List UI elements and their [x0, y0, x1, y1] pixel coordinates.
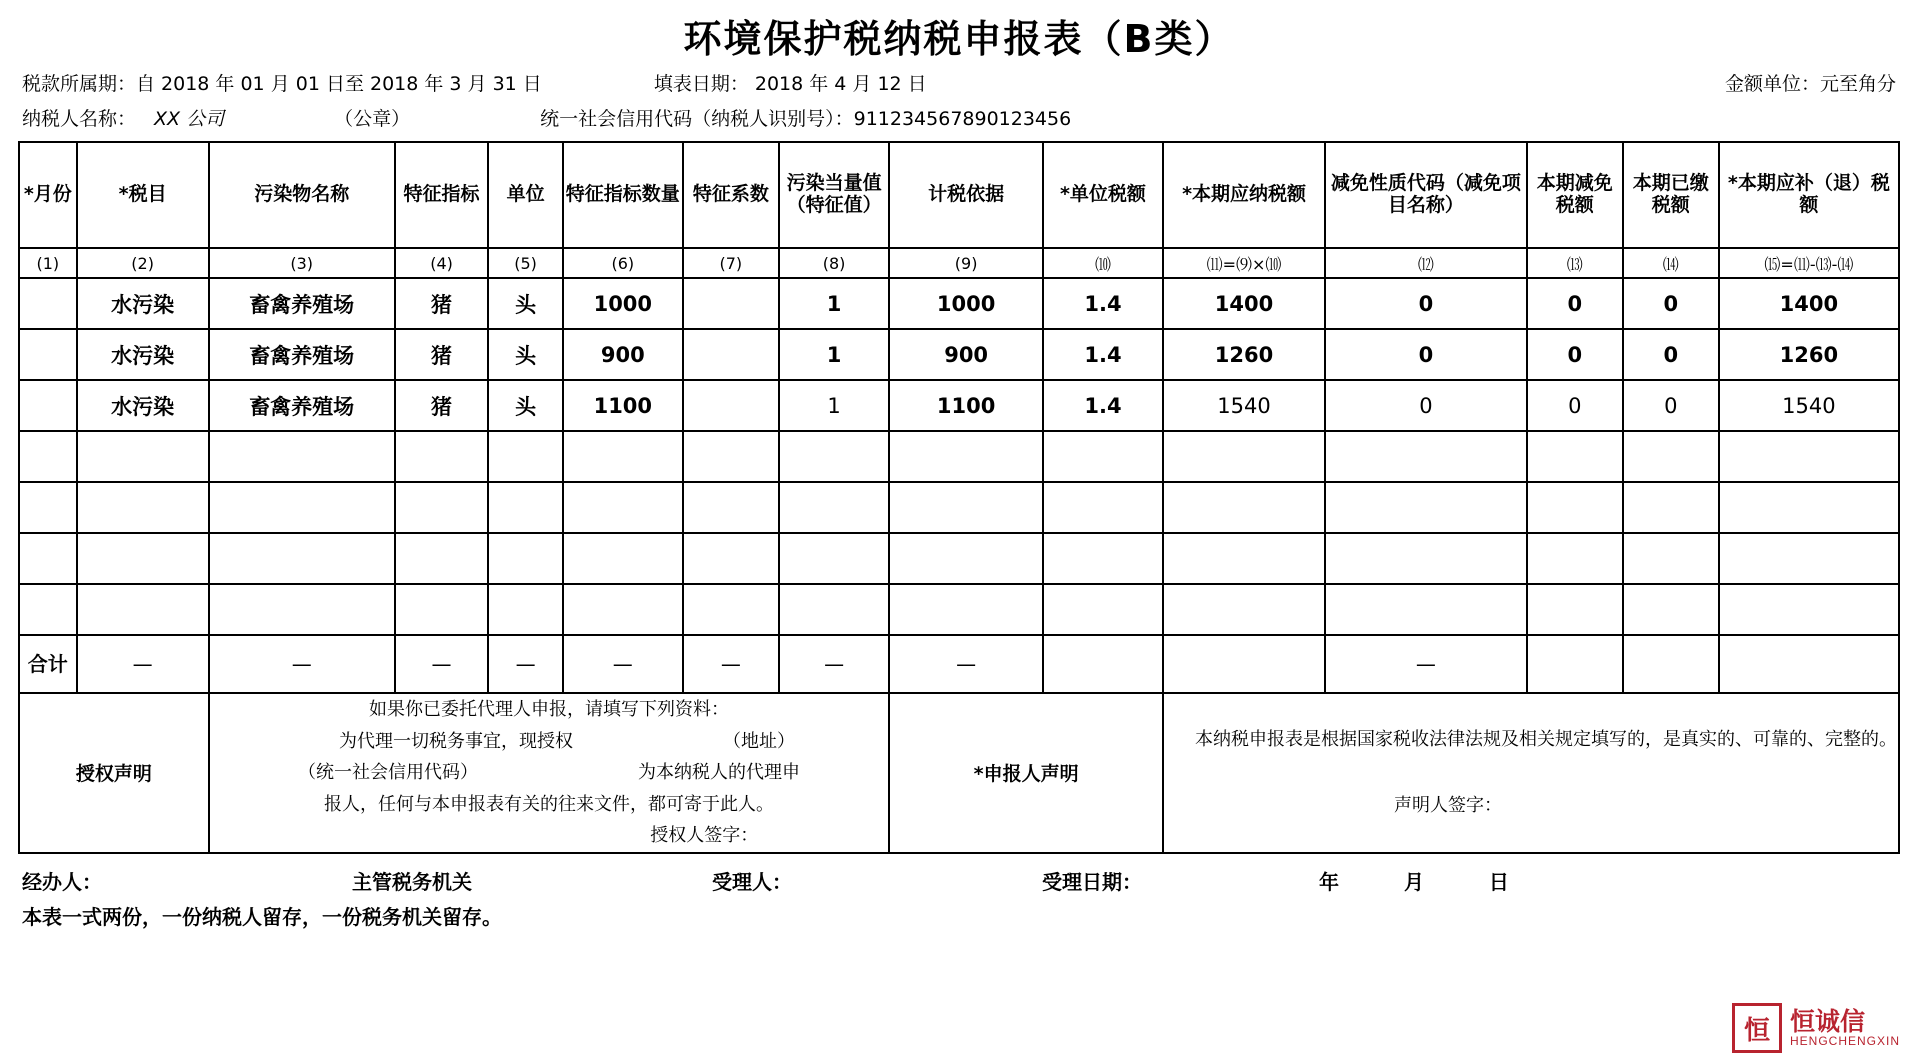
cell-empty[interactable] [488, 431, 562, 482]
table-row-empty[interactable] [19, 584, 1899, 635]
cell-indicator-qty[interactable]: 900 [563, 329, 683, 380]
colnum-3: (3) [209, 248, 395, 278]
cell-empty[interactable] [77, 584, 209, 635]
cell-empty[interactable] [209, 431, 395, 482]
cell-empty[interactable] [1719, 431, 1899, 482]
cell-empty[interactable] [77, 482, 209, 533]
cell-empty[interactable] [1623, 431, 1719, 482]
declarer-label: *申报人声明 [889, 693, 1163, 853]
header-balance: *本期应补（退）税额 [1719, 142, 1899, 248]
cell-empty[interactable] [209, 533, 395, 584]
colnum-13: ⒀ [1527, 248, 1623, 278]
auth-line-2-wrap [210, 726, 889, 758]
cell-empty[interactable] [395, 533, 489, 584]
cell-empty[interactable] [1043, 431, 1163, 482]
form-note: 本表一式两份，一份纳税人留存，一份税务机关留存。 [22, 904, 502, 929]
cell-empty[interactable] [563, 533, 683, 584]
cell-empty[interactable] [1043, 533, 1163, 584]
watermark-logo [1732, 1003, 1900, 1053]
cell-empty[interactable] [889, 584, 1043, 635]
cell-tax-item[interactable]: 水污染 [77, 278, 209, 329]
cell-empty[interactable] [563, 482, 683, 533]
cell-equivalent[interactable]: 1 [779, 329, 889, 380]
fill-date-label: 填表日期： 2018 年 4 月 12 日 [653, 73, 927, 95]
watermark-badge-icon: 恒 [1732, 1003, 1782, 1053]
cell-coefficient[interactable] [683, 380, 779, 431]
cell-pollutant[interactable]: 畜禽养殖场 [209, 278, 395, 329]
cell-empty[interactable] [1527, 533, 1623, 584]
cell-balance[interactable]: 1400 [1719, 278, 1899, 329]
cell-tax-payable[interactable]: 1400 [1163, 278, 1325, 329]
table-row-empty[interactable] [19, 533, 1899, 584]
cell-coefficient[interactable] [683, 278, 779, 329]
cell-paid-amount[interactable]: 0 [1623, 329, 1719, 380]
cell-empty[interactable] [488, 584, 562, 635]
cell-relief-code[interactable]: 0 [1325, 380, 1527, 431]
declarer-text: 本纳税申报表是根据国家税收法律法规及相关规定填写的，是真实的、可靠的、完整的。 [1195, 729, 1897, 751]
total-label: 合计 [19, 635, 77, 693]
cell-empty[interactable] [1719, 482, 1899, 533]
table-column-number-row [19, 248, 1899, 278]
cell-paid-amount[interactable]: 0 [1623, 380, 1719, 431]
declaration-row [19, 693, 1899, 853]
header-tax-basis: 计税依据 [889, 142, 1043, 248]
cell-empty[interactable] [1163, 584, 1325, 635]
cell-empty[interactable] [1163, 482, 1325, 533]
cell-pollutant[interactable]: 畜禽养殖场 [209, 329, 395, 380]
cell-month[interactable] [19, 329, 77, 380]
colnum-6: (6) [563, 248, 683, 278]
cell-empty[interactable] [779, 482, 889, 533]
auth-line-2-addr: （地址） [722, 730, 795, 752]
colnum-8: (8) [779, 248, 889, 278]
cell-tax-payable[interactable]: 1540 [1163, 380, 1325, 431]
cell-indicator[interactable]: 猪 [395, 380, 489, 431]
tax-authority-label: 主管税务机关 [352, 869, 472, 894]
cell-unit-tax[interactable]: 1.4 [1043, 380, 1163, 431]
header-paid-amount: 本期已缴税额 [1623, 142, 1719, 248]
header-relief-amount: 本期减免税额 [1527, 142, 1623, 248]
colnum-2: (2) [77, 248, 209, 278]
total-tax-item: — [77, 635, 209, 693]
header-unit-tax: *单位税额 [1043, 142, 1163, 248]
cell-equivalent[interactable]: 1 [779, 278, 889, 329]
cell-indicator-qty[interactable]: 1100 [563, 380, 683, 431]
cell-empty[interactable] [395, 482, 489, 533]
cell-empty[interactable] [19, 431, 77, 482]
cell-empty[interactable] [1623, 533, 1719, 584]
cell-empty[interactable] [779, 584, 889, 635]
header-unit: 单位 [488, 142, 562, 248]
cell-tax-basis[interactable]: 1000 [889, 278, 1043, 329]
cell-empty[interactable] [1325, 533, 1527, 584]
declaration-form-page [0, 8, 1918, 1061]
cell-empty[interactable] [19, 482, 77, 533]
watermark-cn: 恒诚信 [1789, 1006, 1865, 1036]
auth-line-2: 为代理一切税务事宜，现授权 [338, 730, 573, 752]
cell-empty[interactable] [1719, 533, 1899, 584]
table-row[interactable] [19, 278, 1899, 329]
header-pollutant-name: 污染物名称 [209, 142, 395, 248]
cell-empty[interactable] [1325, 431, 1527, 482]
colnum-12: ⑿ [1325, 248, 1527, 278]
cell-coefficient[interactable] [683, 329, 779, 380]
table-row-empty[interactable] [19, 431, 1899, 482]
header-indicator: 特征指标 [395, 142, 489, 248]
total-relief-code: — [1325, 635, 1527, 693]
cell-relief-code[interactable]: 0 [1325, 329, 1527, 380]
cell-empty[interactable] [779, 431, 889, 482]
cell-unit[interactable]: 头 [488, 380, 562, 431]
auth-line-4: 报人，任何与本申报表有关的往来文件，都可寄于此人。 [323, 793, 774, 815]
cell-tax-payable[interactable]: 1260 [1163, 329, 1325, 380]
date-day-label: 日 [1488, 869, 1509, 894]
cell-empty[interactable] [1527, 431, 1623, 482]
cell-unit[interactable]: 头 [488, 278, 562, 329]
tax-declaration-table [18, 141, 1900, 854]
cell-relief-code[interactable]: 0 [1325, 278, 1527, 329]
header-indicator-qty: 特征指标数量 [563, 142, 683, 248]
auth-line-1: 如果你已委托代理人申报，请填写下列资料： [368, 699, 729, 720]
cell-empty[interactable] [209, 584, 395, 635]
table-header-row [19, 142, 1899, 248]
cell-empty[interactable] [889, 482, 1043, 533]
cell-empty[interactable] [1623, 482, 1719, 533]
colnum-9: (9) [889, 248, 1043, 278]
cell-empty[interactable] [209, 482, 395, 533]
cell-empty[interactable] [1527, 482, 1623, 533]
colnum-10: ⑽ [1043, 248, 1163, 278]
cell-equivalent[interactable]: 1 [779, 380, 889, 431]
cell-empty[interactable] [1719, 584, 1899, 635]
cell-empty[interactable] [889, 431, 1043, 482]
accept-date-label: 受理日期： [1042, 869, 1142, 894]
header-equivalent: 污染当量值（特征值） [779, 142, 889, 248]
declarer-body [1163, 693, 1899, 853]
cell-tax-basis[interactable]: 900 [889, 329, 1043, 380]
total-balance [1719, 635, 1899, 693]
total-tax-payable [1163, 635, 1325, 693]
colnum-7: (7) [683, 248, 779, 278]
cell-empty[interactable] [488, 482, 562, 533]
cell-empty[interactable] [563, 584, 683, 635]
table-row[interactable] [19, 380, 1899, 431]
auth-line-3-b: 为本纳税人的代理申 [637, 762, 800, 783]
cell-empty[interactable] [1043, 584, 1163, 635]
acceptor-label: 受理人： [712, 869, 792, 894]
header-relief-code: 减免性质代码（减免项目名称） [1325, 142, 1527, 248]
table-row-empty[interactable] [19, 482, 1899, 533]
cell-empty[interactable] [683, 431, 779, 482]
cell-unit[interactable]: 头 [488, 329, 562, 380]
colnum-15: ⒂=⑾-⒀-⒁ [1719, 248, 1899, 278]
cell-empty[interactable] [19, 533, 77, 584]
cell-empty[interactable] [683, 482, 779, 533]
colnum-11: ⑾=⑼×⑽ [1163, 248, 1325, 278]
cell-relief-amount[interactable]: 0 [1527, 380, 1623, 431]
authorization-label: 授权声明 [19, 693, 209, 853]
cell-unit-tax[interactable]: 1.4 [1043, 329, 1163, 380]
header-tax-item: *税目 [77, 142, 209, 248]
colnum-1: (1) [19, 248, 77, 278]
cell-empty[interactable] [683, 533, 779, 584]
accept-date-fields [1149, 870, 1509, 894]
auth-line-3-wrap [210, 757, 889, 789]
cell-indicator[interactable]: 猪 [395, 329, 489, 380]
total-pollutant: — [209, 635, 395, 693]
cell-empty[interactable] [1163, 431, 1325, 482]
header-tax-payable: *本期应纳税额 [1163, 142, 1325, 248]
tax-period-label: 税款所属期：自 2018 年 01 月 01 日至 2018 年 3 月 31 日 [22, 73, 542, 95]
footer-row [0, 854, 1918, 895]
cell-relief-amount[interactable]: 0 [1527, 329, 1623, 380]
cell-indicator-qty[interactable]: 1000 [563, 278, 683, 329]
authorization-body [209, 693, 890, 853]
date-month-label: 月 [1403, 869, 1424, 894]
table-total-row [19, 635, 1899, 693]
cell-pollutant[interactable]: 畜禽养殖场 [209, 380, 395, 431]
cell-empty[interactable] [19, 584, 77, 635]
credit-code-label: 统一社会信用代码（纳税人识别号）：911234567890123456 [540, 108, 1072, 130]
accept-date-block [1042, 866, 1896, 895]
total-indicator-qty: — [563, 635, 683, 693]
date-year-label: 年 [1318, 869, 1339, 894]
cell-empty[interactable] [1623, 584, 1719, 635]
cell-empty[interactable] [1043, 482, 1163, 533]
cell-empty[interactable] [488, 533, 562, 584]
header-month: *月份 [19, 142, 77, 248]
colnum-4: (4) [395, 248, 489, 278]
table-row[interactable] [19, 329, 1899, 380]
cell-empty[interactable] [1527, 584, 1623, 635]
page-title: 环境保护税纳税申报表（B类） [683, 17, 1235, 61]
total-relief-amount [1527, 635, 1623, 693]
amount-unit-label: 金额单位：元至角分 [1724, 73, 1896, 95]
total-unit: — [488, 635, 562, 693]
taxpayer-name-label: 纳税人名称： [22, 108, 137, 130]
total-unit-tax [1043, 635, 1163, 693]
cell-empty[interactable] [1325, 584, 1527, 635]
cell-tax-item[interactable]: 水污染 [77, 380, 209, 431]
seal-label: （公章） [334, 108, 411, 130]
auth-line-3-a: （统一社会信用代码） [297, 762, 478, 783]
total-equivalent: — [779, 635, 889, 693]
cell-empty[interactable] [395, 584, 489, 635]
meta-row-taxpayer [0, 104, 1918, 131]
cell-empty[interactable] [77, 533, 209, 584]
cell-empty[interactable] [77, 431, 209, 482]
operator-label: 经办人： [22, 869, 102, 894]
cell-empty[interactable] [683, 584, 779, 635]
cell-unit-tax[interactable]: 1.4 [1043, 278, 1163, 329]
declarer-signature-label[interactable]: 声明人签字： [1394, 794, 1502, 816]
cell-indicator[interactable]: 猪 [395, 278, 489, 329]
total-tax-basis: — [889, 635, 1043, 693]
cell-tax-basis[interactable]: 1100 [889, 380, 1043, 431]
total-indicator: — [395, 635, 489, 693]
cell-empty[interactable] [395, 431, 489, 482]
cell-balance[interactable]: 1260 [1719, 329, 1899, 380]
cell-empty[interactable] [563, 431, 683, 482]
cell-empty[interactable] [779, 533, 889, 584]
meta-row-period [0, 69, 1918, 96]
header-coefficient: 特征系数 [683, 142, 779, 248]
watermark-text [1789, 1006, 1900, 1048]
taxpayer-name-value: XX 公司 [154, 108, 225, 130]
cell-month[interactable] [19, 278, 77, 329]
cell-month[interactable] [19, 380, 77, 431]
total-coefficient: — [683, 635, 779, 693]
colnum-14: ⒁ [1623, 248, 1719, 278]
cell-balance[interactable]: 1540 [1719, 380, 1899, 431]
cell-empty[interactable] [1325, 482, 1527, 533]
cell-empty[interactable] [889, 533, 1043, 584]
cell-relief-amount[interactable]: 0 [1527, 278, 1623, 329]
colnum-5: (5) [488, 248, 562, 278]
total-paid-amount [1623, 635, 1719, 693]
cell-paid-amount[interactable]: 0 [1623, 278, 1719, 329]
auth-signature-label[interactable]: 授权人签字： [650, 825, 759, 846]
watermark-en: HENGCHENGXIN [1789, 1033, 1900, 1048]
cell-tax-item[interactable]: 水污染 [77, 329, 209, 380]
cell-empty[interactable] [1163, 533, 1325, 584]
